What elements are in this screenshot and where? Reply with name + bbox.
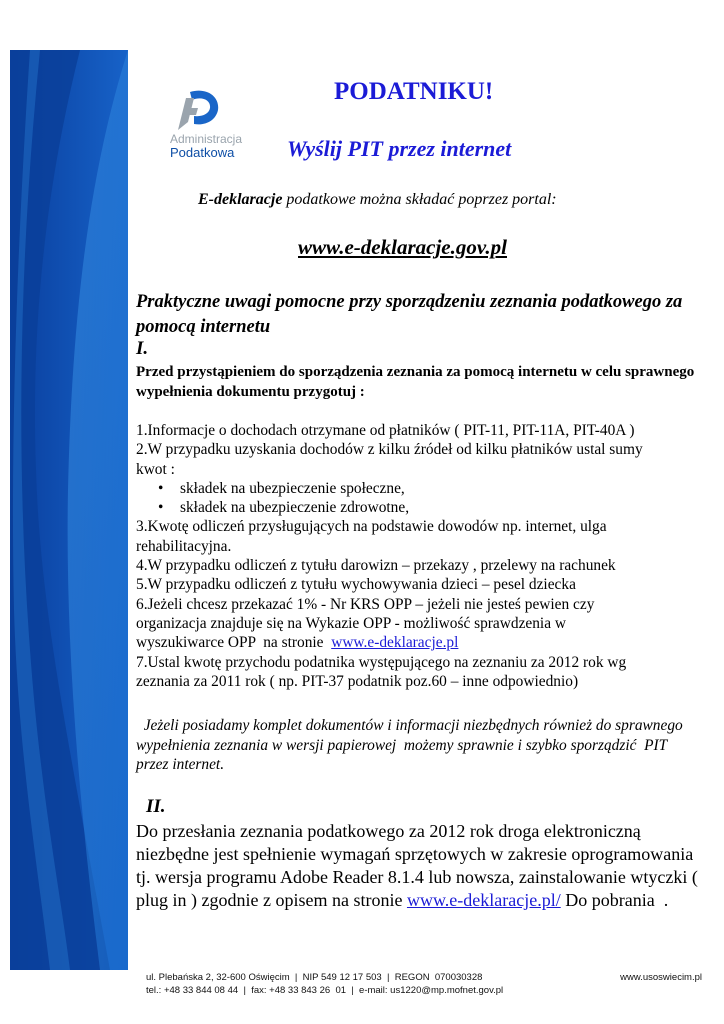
section-1-label: I. [136, 338, 149, 359]
list-item: 4.W przypadku odliczeń z tytułu darowizn – przekazy , przelewy na rachunek [136, 557, 616, 575]
list-item-text: wyszukiwarce OPP na stronie [136, 634, 332, 652]
list-item: 3.Kwotę odliczeń przysługujących na podstawie dowodów np. internet, ulga [136, 518, 607, 536]
bullet-text: składek na ubezpieczenie społeczne, [180, 479, 405, 497]
e-deklaracje-link[interactable]: www.e-deklaracje.pl [331, 634, 459, 652]
list-item: kwot : [136, 460, 175, 478]
prep-instruction: Przed przystąpieniem do sporządzenia zeznania za pomocą internetu w celu sprawnego wypełnienia dokumentu przygotuj : [136, 364, 695, 400]
list-item: 2.W przypadku uzyskania dochodów z kilku źródeł od kilku płatników ustal sumy [136, 441, 643, 459]
requirements-after-text: Do pobrania . [560, 890, 669, 910]
requirements-text: Do przesłania zeznania podatkowego za 2012 rok droga elektroniczną niezbędne jest spełnienie wymagań sprzętowych w zakresie oprogramowania tj. wersja programu Adobe Reader 8.1.4 lub nowsza, zainstalowanie wtyczki ( plug in ) zgodnie z opisem na stronie [136, 821, 698, 910]
list-item: 5.W przypadku odliczeń z tytułu wychowywania dzieci – pesel dziecka [136, 576, 576, 594]
bullet-icon: • [158, 479, 164, 497]
requirements-paragraph [136, 820, 706, 912]
list-item: rehabilitacyjna. [136, 537, 232, 555]
list-item [136, 633, 706, 652]
bullet-text: składek na ubezpieczenie zdrowotne, [180, 499, 410, 517]
intro-rest: podatkowe można składać poprzez portal: [282, 191, 557, 208]
portal-link[interactable]: www.e-deklaracje.gov.pl [298, 235, 507, 259]
list-item: zeznania za 2011 rok ( np. PIT-37 podatnik poz.60 – inne odpowiednio) [136, 672, 579, 690]
bullet-icon: • [158, 499, 164, 517]
intro-bold: E-deklaracje [198, 191, 283, 208]
page-title: PODATNIKU! [334, 78, 494, 105]
footer [146, 971, 702, 997]
footer-address: ul. Plebańska 2, 32-600 Oświęcim | NIP 549 12 17 503 | REGON 070030328 [146, 972, 483, 983]
list-item: 1.Informacje o dochodach otrzymane od płatników ( PIT-11, PIT-11A, PIT-40A ) [136, 422, 635, 439]
decorative-blue-band [10, 50, 128, 970]
section-2-label: II. [146, 796, 166, 817]
list-item: 7.Ustal kwotę przychodu podatnika występującego na zeznaniu za 2012 rok wg [136, 653, 627, 671]
footer-website[interactable]: www.usoswiecim.pl [620, 972, 702, 983]
list-item: organizacja znajduje się na Wykazie OPP - możliwość sprawdzenia w [136, 614, 567, 632]
intro-text [198, 190, 557, 210]
checklist [136, 421, 706, 691]
page-subtitle: Wyślij PIT przez internet [287, 136, 512, 161]
paper-version-note: Jeżeli posiadamy komplet dokumentów i informacji niezbędnych również do sprawnego wypełnienia zeznania w wersji papierowej możemy sprawnie i szybko sporządzić PIT przez internet. [136, 717, 687, 773]
logo-text-line2: Podatkowa [170, 145, 235, 160]
logo-text-line1: Administracja [170, 132, 243, 146]
blue-band-graphic [10, 50, 128, 970]
footer-contact: tel.: +48 33 844 08 44 | fax: +48 33 843 26 01 | e-mail: us1220@mp.mofnet.gov.pl [146, 985, 504, 996]
bullet-item [136, 498, 706, 517]
download-link[interactable]: www.e-deklaracje.pl/ [406, 890, 561, 910]
section-heading: Praktyczne uwagi pomocne przy sporządzeniu zeznania podatkowego za pomocą internetu [136, 292, 683, 337]
logo-icon [172, 88, 224, 134]
list-item: 6.Jeżeli chcesz przekazać 1% - Nr KRS OPP – jeżeli nie jesteś pewien czy [136, 595, 595, 613]
administracja-podatkowa-logo [170, 88, 280, 168]
bullet-item [136, 479, 706, 498]
